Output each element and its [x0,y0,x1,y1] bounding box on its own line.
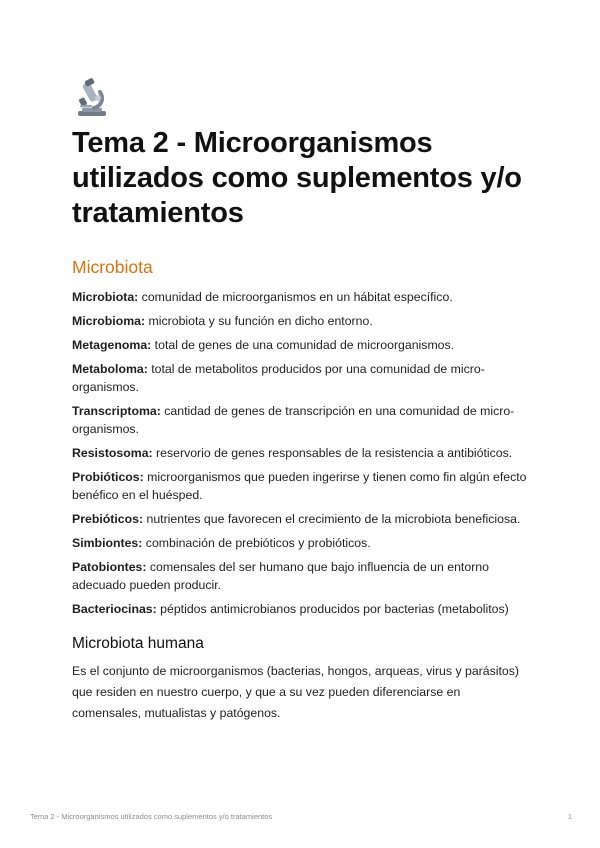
definition-text: comensales del ser humano que bajo influencia de un entorno adecuado pueden producir. [72,560,489,592]
definition-item [72,510,532,528]
definition-term: Metagenoma: [72,338,152,352]
microscope-icon [72,78,110,118]
definition-term: Resistosoma: [72,446,153,460]
definition-item [72,600,532,618]
definition-text: nutrientes que favorecen el crecimiento de la microbiota beneficiosa. [143,512,521,526]
definition-text: comunidad de microorganismos en un hábitat específico. [138,290,453,304]
definition-item [72,288,532,306]
definition-item [72,534,532,552]
subsection-heading-microbiota-humana: Microbiota humana [72,635,204,652]
definition-term: Prebióticos: [72,512,144,526]
definition-term: Patobiontes: [72,560,147,574]
definition-list [72,288,532,618]
section-heading-microbiota: Microbiota [72,257,153,277]
definition-item [72,468,532,504]
page-footer [30,812,572,821]
definition-text: cantidad de genes de transcripción en una comunidad de micro- organismos. [72,404,515,436]
definition-text: total de metabolitos producidos por una comunidad de micro-organismos. [72,362,485,394]
definition-term: Transcriptoma: [72,404,161,418]
definition-text: combinación de prebióticos y probióticos. [142,536,371,550]
definition-text: total de genes de una comunidad de microorganismos. [151,338,455,352]
definition-text: microorganismos que pueden ingerirse y tienen como fin algún efecto benéfico en el huésped. [72,470,527,502]
definition-term: Metaboloma: [72,362,148,376]
definition-text: reservorio de genes responsables de la resistencia a antibióticos. [152,446,513,460]
definition-item [72,360,532,396]
definition-term: Bacteriocinas: [72,602,157,616]
definition-item [72,558,532,594]
definition-term: Microbioma: [72,314,146,328]
definition-item [72,402,532,438]
definition-term: Microbiota: [72,290,139,304]
definition-item [72,444,532,462]
definition-item [72,312,532,330]
footer-title: Tema 2 - Microorganismos utilizados como suplementos y/o tratamientos [30,812,273,821]
document-page [72,78,532,724]
definition-text: microbiota y su función en dicho entorno. [145,314,373,328]
paragraph-microbiota-humana: Es el conjunto de microorganismos (bacterias, hongos, arqueas, virus y parásitos) que residen en nuestro cuerpo, y que a su vez pueden diferenciarse en comensales, mutualistas y patógenos. [72,664,519,720]
page-title: Tema 2 - Microorganismos utilizados como suplementos y/o tratamientos [72,127,522,229]
definition-term: Simbiontes: [72,536,143,550]
footer-page-number: 1 [567,812,572,821]
definition-item [72,336,532,354]
definition-text: péptidos antimicrobianos producidos por bacterias (metabolitos) [156,602,509,616]
definition-term: Probióticos: [72,470,144,484]
